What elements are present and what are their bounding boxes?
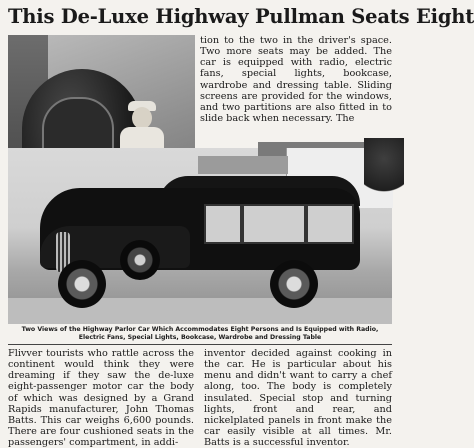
- fence: [198, 156, 288, 174]
- man-head: [132, 107, 152, 129]
- headline: This De-Luxe Highway Pullman Seats Eight: [8, 5, 474, 28]
- car-window: [204, 204, 242, 244]
- photo-caption: Two Views of the Highway Parlor Car Which Accommodates Eight Persons and Is Equipped with Radio, Electric Fans, Special Lights, Bookcase, Wardrobe and Dressing Table: [21, 326, 379, 341]
- spare-tire: [120, 240, 160, 280]
- car-window: [242, 204, 306, 244]
- body-column-left: Flivver tourists who rattle across the continent would think they were dreaming if they saw the de-luxe eight-passenger motor car the body of which was designed by a Grand Rapids manufacturer, John Thomas Batts. This car weighs 6,600 pounds. There are four cushioned seats in the passengers' compartment, in addi-: [8, 348, 194, 448]
- front-wheel: [58, 260, 106, 308]
- palm-tree: [364, 138, 404, 208]
- photo-car-side: [8, 148, 392, 324]
- top-column-text: tion to the two in the driver's space. Two more seats may be added. The car is equipped with radio, electric fans, special lights, bookcase, wardrobe and dressing table. Sliding screens are provided for the windows, and two partitions are also fitted in to slide back when necessary. The: [200, 35, 392, 125]
- body-column-right: inventor decided against cooking in the car. He is particular about his menu and didn't want to carry a chef along, too. The body is completely insulated. Special stop and turning lights, front and rear, and nickelplated panels in front make the car easily visible at all times. Mr. Batts is a successful inventor.: [204, 348, 392, 448]
- car-window: [306, 204, 354, 244]
- rear-wheel: [270, 260, 318, 308]
- divider: [8, 344, 392, 345]
